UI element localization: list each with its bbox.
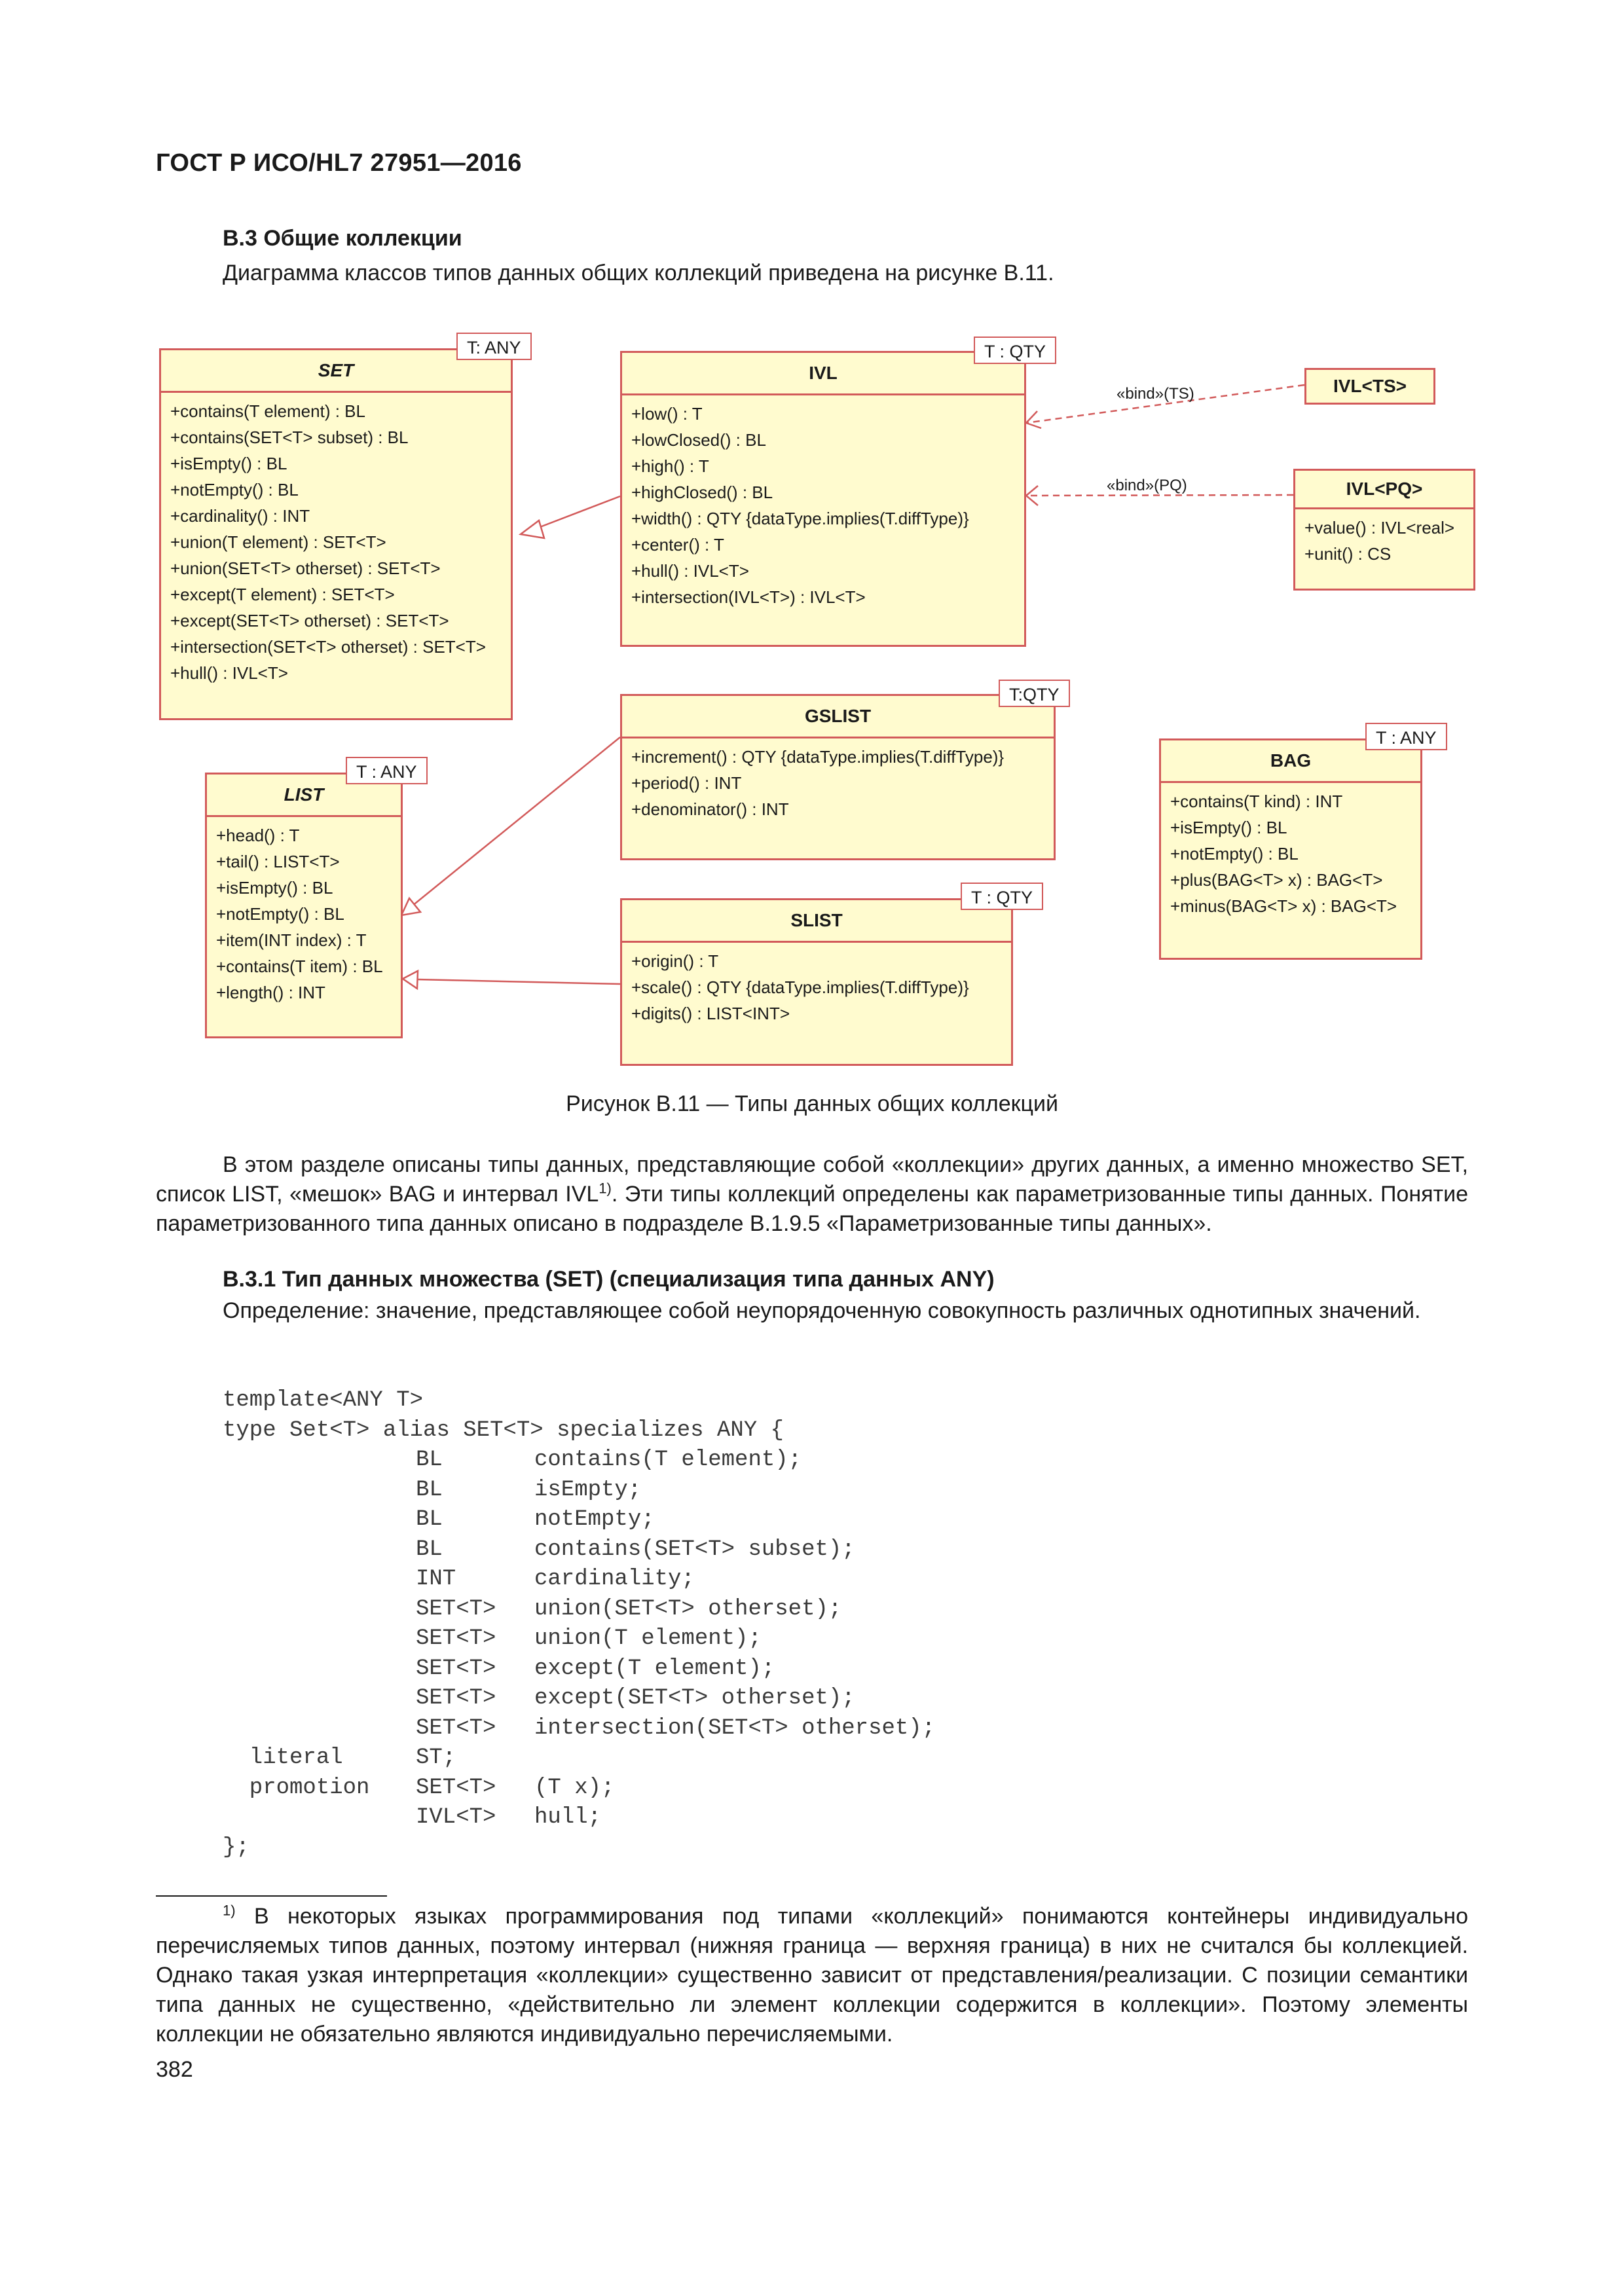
operation: +highClosed() : BL: [631, 483, 773, 502]
operation: +except(SET<T> otherset) : SET<T>: [170, 611, 449, 630]
operations-list: [622, 943, 1011, 1027]
class-slist: [620, 898, 1013, 1066]
operation: +item(INT index) : T: [216, 930, 367, 950]
operation: +period() : INT: [631, 773, 742, 793]
code-text: template<ANY T>: [223, 1388, 424, 1413]
operation: +head() : T: [216, 826, 300, 845]
code-type: ST;: [416, 1745, 456, 1770]
code-member: contains(T element);: [534, 1448, 802, 1472]
operation: +contains(T element) : BL: [170, 401, 365, 421]
operations-list: [622, 395, 1024, 610]
operation: +isEmpty() : BL: [216, 878, 333, 898]
operation: +low() : T: [631, 404, 703, 424]
operation: +high() : T: [631, 456, 709, 476]
code-member: intersection(SET<T> otherset);: [534, 1715, 936, 1741]
operation: +length() : INT: [216, 983, 325, 1002]
class-ivl: [620, 351, 1026, 647]
code-member: contains(SET<T> subset);: [534, 1537, 855, 1562]
code-type: BL: [416, 1507, 443, 1532]
operation: +notEmpty() : BL: [1170, 844, 1299, 864]
bind-ts-label: «bind»(TS): [1116, 385, 1194, 403]
code-type: IVL<T>: [416, 1805, 496, 1830]
class-name: SLIST: [622, 900, 1011, 943]
operation: +notEmpty() : BL: [216, 904, 344, 924]
footnote-text: В некоторых языках программирования под типами «коллекций» понимаются контейнеры индивидуально перечисляемых типов данных, поэтому интервал (нижняя граница — верхняя граница) в них не считался бы коллекцией. Однако такая узкая интерпретация «коллекции» существенно зависит от представления/реализации. С позиции семантики типа данных не существенно, «действительно ли элемент коллекции содержится в коллекции». Поэтому элементы коллекции не обязательно являются индивидуально перечисляемыми.: [156, 1904, 1468, 2047]
template-parameter: T : ANY: [1365, 723, 1447, 750]
operations-list: [1161, 783, 1420, 919]
operation: +value() : IVL<real>: [1304, 518, 1455, 538]
footnote: [156, 1902, 1468, 2049]
operation: +hull() : IVL<T>: [170, 663, 288, 683]
body-paragraph: [156, 1150, 1468, 1239]
page-number: 382: [156, 2057, 193, 2082]
operation: +union(T element) : SET<T>: [170, 532, 386, 552]
code-member: (T x);: [534, 1775, 615, 1800]
uml-class-diagram: [154, 327, 1464, 1061]
operation: +denominator() : INT: [631, 799, 789, 819]
operation: +width() : QTY {dataType.implies(T.diffType)}: [631, 509, 969, 528]
template-parameter: T:QTY: [999, 680, 1070, 707]
operations-list: [1295, 509, 1473, 567]
operation: +cardinality() : INT: [170, 506, 310, 526]
code-type: SET<T>: [416, 1775, 496, 1800]
class-name: SET: [161, 350, 511, 393]
operation: +intersection(SET<T> otherset) : SET<T>: [170, 637, 486, 657]
code-type: INT: [416, 1567, 456, 1592]
code-member: notEmpty;: [534, 1507, 655, 1532]
class-name: IVL<PQ>: [1295, 471, 1473, 509]
template-parameter: T: ANY: [456, 333, 532, 360]
code-member: hull;: [534, 1805, 602, 1830]
operations-list: [207, 817, 401, 1006]
footnote-reference[interactable]: 1): [599, 1180, 612, 1197]
paragraph-text: . Эти типы коллекций определены как параметризованные типы данных. Понятие параметризованного типа данных описано в подразделе B.1.9.5 «Параметризованные типы данных».: [156, 1182, 1468, 1236]
template-parameter: T : QTY: [961, 883, 1043, 910]
operation: +contains(SET<T> subset) : BL: [170, 428, 409, 447]
operation: +scale() : QTY {dataType.implies(T.diffType)}: [631, 977, 969, 997]
class-list: [205, 773, 403, 1038]
operation: +lowClosed() : BL: [631, 430, 766, 450]
class-set: [159, 348, 513, 720]
code-text: type Set<T> alias SET<T> specializes ANY {: [223, 1417, 784, 1443]
ivl-set-generalization-line: [538, 496, 620, 528]
figure-caption: Рисунок B.11 — Типы данных общих коллекций: [566, 1091, 1058, 1116]
operations-list: [622, 738, 1054, 822]
operation: +center() : T: [631, 535, 724, 555]
operation: +increment() : QTY {dataType.implies(T.diffType)}: [631, 747, 1005, 767]
code-type: SET<T>: [416, 1626, 496, 1651]
operations-list: [161, 393, 511, 686]
class-name: LIST: [207, 774, 401, 817]
bind-pq-label: «bind»(PQ): [1107, 477, 1187, 494]
operation: +plus(BAG<T> x) : BAG<T>: [1170, 870, 1383, 890]
class-name: IVL: [622, 353, 1024, 395]
operation: +intersection(IVL<T>) : IVL<T>: [631, 587, 866, 607]
operation: +tail() : LIST<T>: [216, 852, 340, 871]
bind-pq-line: [1026, 495, 1293, 496]
operation: +except(T element) : SET<T>: [170, 585, 395, 604]
operation: +minus(BAG<T> x) : BAG<T>: [1170, 896, 1397, 916]
code-member: union(SET<T> otherset);: [534, 1596, 842, 1622]
paragraph-text: В этом разделе описаны типы данных, представляющие собой «коллекции» других данных, а именно множество SET, список LIST, «мешок» BAG и интервал IVL: [156, 1152, 1468, 1207]
code-type: SET<T>: [416, 1656, 496, 1681]
set-generalization-arrowhead: [521, 520, 544, 538]
operation: +isEmpty() : BL: [170, 454, 287, 473]
footnote-divider: [156, 1895, 387, 1897]
operation: +contains(T kind) : INT: [1170, 792, 1343, 811]
code-text: promotion: [223, 1775, 370, 1800]
code-member: cardinality;: [534, 1567, 695, 1592]
class-name: IVL<TS>: [1333, 376, 1407, 396]
code-member: isEmpty;: [534, 1477, 642, 1503]
definition-paragraph: Определение: значение, представляющее собой неупорядоченную совокупность различных однотипных значений.: [223, 1298, 1421, 1323]
operation: +hull() : IVL<T>: [631, 561, 749, 581]
class-name: BAG: [1161, 740, 1420, 783]
bind-ts-arrowhead: [1026, 411, 1041, 428]
operation: +contains(T item) : BL: [216, 957, 383, 976]
footnote-marker: 1): [223, 1902, 236, 1919]
class-bag: [1159, 738, 1422, 960]
document-header: ГОСТ Р ИСО/HL7 27951—2016: [156, 149, 522, 177]
code-member: except(T element);: [534, 1656, 775, 1681]
section-heading: B.3 Общие коллекции: [223, 226, 462, 251]
code-member: union(T element);: [534, 1626, 762, 1651]
code-type: BL: [416, 1448, 443, 1472]
operation: +digits() : LIST<INT>: [631, 1004, 790, 1023]
intro-paragraph: Диаграмма классов типов данных общих коллекций приведена на рисунке B.11.: [223, 261, 1054, 285]
list-generalization-arrowhead-2: [403, 971, 418, 989]
code-text: };: [223, 1834, 249, 1860]
operation: +origin() : T: [631, 951, 719, 971]
class-ivl-pq: [1293, 469, 1475, 591]
code-type: BL: [416, 1537, 443, 1562]
code-type: SET<T>: [416, 1596, 496, 1622]
subsection-heading: B.3.1 Тип данных множества (SET) (специализация типа данных ANY): [223, 1267, 995, 1292]
code-text: literal: [223, 1745, 343, 1770]
class-gslist: [620, 694, 1056, 860]
class-ivl-ts: [1304, 368, 1435, 405]
operation: +union(SET<T> otherset) : SET<T>: [170, 558, 441, 578]
template-parameter: T : QTY: [974, 337, 1056, 364]
operation: +isEmpty() : BL: [1170, 818, 1287, 837]
gslist-list-generalization-line: [412, 737, 620, 906]
code-type: SET<T>: [416, 1715, 496, 1741]
operation: +notEmpty() : BL: [170, 480, 299, 500]
slist-list-generalization-line: [417, 979, 620, 984]
operation: +unit() : CS: [1304, 544, 1392, 564]
code-type: SET<T>: [416, 1686, 496, 1711]
code-member: except(SET<T> otherset);: [534, 1686, 855, 1711]
class-name: GSLIST: [622, 696, 1054, 738]
template-parameter: T : ANY: [346, 757, 428, 784]
code-type: BL: [416, 1477, 443, 1503]
